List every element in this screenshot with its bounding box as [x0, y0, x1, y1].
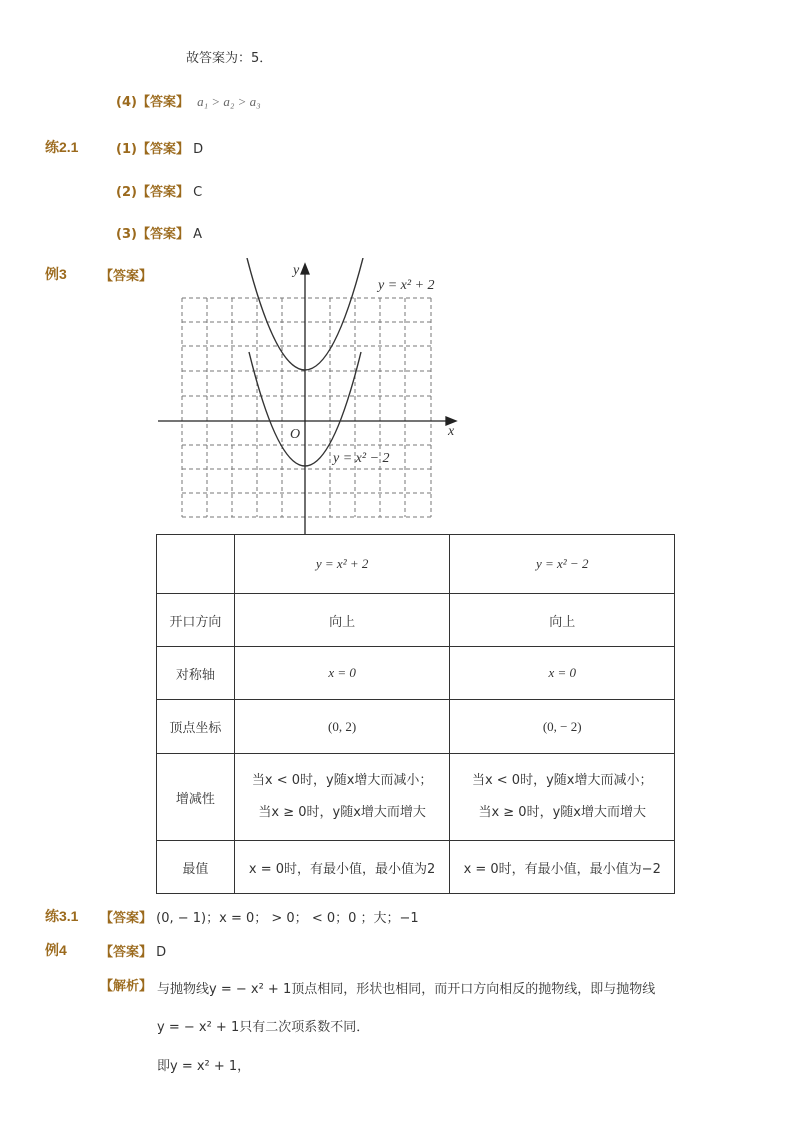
part-number: (4)	[116, 95, 137, 110]
table-cell: 向上	[450, 594, 675, 647]
answer-math: a₁ > a₂ > a₃	[197, 94, 261, 109]
curve-lower-label: y = x² − 2	[333, 451, 390, 466]
answer-row	[116, 181, 202, 200]
origin-label: O	[290, 427, 301, 442]
answer-tag: 【答案】	[136, 185, 189, 200]
grid	[182, 298, 431, 517]
answer-tag: 【答案】	[136, 227, 189, 242]
table-row	[157, 754, 675, 841]
table-row	[157, 594, 675, 647]
cell-line: 当x ≥ 0时，y随x增大而增大	[478, 805, 646, 820]
section-label: 例3	[45, 266, 67, 282]
cell-line: 当x < 0时，y随x增大而减小；	[251, 773, 433, 788]
parabola-graph	[150, 255, 470, 535]
answer-value: D	[156, 945, 167, 960]
section-label: 练3.1	[45, 908, 79, 924]
answer-tag: 【答案】	[136, 142, 189, 157]
part4-row	[116, 91, 261, 110]
section-label: 练2.1	[45, 139, 79, 155]
curve-upper-label: y = x² + 2	[378, 278, 435, 293]
section-label: 例4	[45, 942, 67, 958]
answer-value: A	[193, 227, 202, 242]
row-label: 对称轴	[157, 647, 235, 700]
part-number: (3)	[116, 227, 137, 242]
cell-line: 当x ≥ 0时，y随x增大而增大	[258, 805, 426, 820]
analysis-tag: 【解析】	[100, 979, 153, 994]
table-cell: x = 0时，有最小值，最小值为2	[234, 841, 450, 894]
answer-tag: 【答案】	[136, 95, 189, 110]
answer-row	[116, 223, 202, 242]
answer-row	[116, 138, 203, 157]
table-row	[157, 841, 675, 894]
table-row	[157, 647, 675, 700]
table-cell: x = 0	[234, 647, 450, 700]
table-cell	[157, 535, 235, 594]
table-header-cell: y = x² − 2	[450, 535, 675, 594]
part-number: (2)	[116, 185, 137, 200]
table-cell: (0, − 2)	[450, 700, 675, 754]
answer-value: C	[193, 185, 203, 200]
part-number: (1)	[116, 142, 137, 157]
row-label: 开口方向	[157, 594, 235, 647]
row-label: 增减性	[157, 754, 235, 841]
table-row	[157, 535, 675, 594]
table-cell: x = 0	[450, 647, 675, 700]
table-cell: (0, 2)	[234, 700, 450, 754]
answer-tag: 【答案】	[100, 945, 153, 960]
answer-row	[100, 941, 166, 960]
table-header-cell: y = x² + 2	[234, 535, 450, 594]
table-row	[157, 700, 675, 754]
row-label: 最值	[157, 841, 235, 894]
table-cell: x = 0时，有最小值，最小值为−2	[450, 841, 675, 894]
axis-y-label: y	[293, 263, 300, 278]
answer-row	[100, 907, 419, 926]
answer-tag: 【答案】	[100, 269, 153, 284]
axis-x-label: x	[448, 424, 455, 439]
answer-value: D	[193, 142, 204, 157]
table-cell	[450, 754, 675, 841]
row-label: 顶点坐标	[157, 700, 235, 754]
properties-table	[156, 534, 675, 894]
analysis-line: 与抛物线y = − x² + 1顶点相同，形状也相同，而开口方向相反的抛物线，即与抛物线	[157, 982, 656, 997]
axes	[158, 264, 456, 535]
answer-value: (0, − 1)；x = 0； > 0； < 0；0 ；大；−1	[156, 911, 419, 926]
table-cell: 向上	[234, 594, 450, 647]
answer-conclusion: 故答案为：5．	[186, 51, 273, 66]
cell-line: 当x < 0时，y随x增大而减小；	[471, 773, 653, 788]
analysis-line: y = − x² + 1只有二次项系数不同．	[157, 1020, 370, 1035]
analysis-line: 即y = x² + 1，	[157, 1059, 251, 1074]
answer-tag: 【答案】	[100, 911, 153, 926]
table-cell	[234, 754, 450, 841]
